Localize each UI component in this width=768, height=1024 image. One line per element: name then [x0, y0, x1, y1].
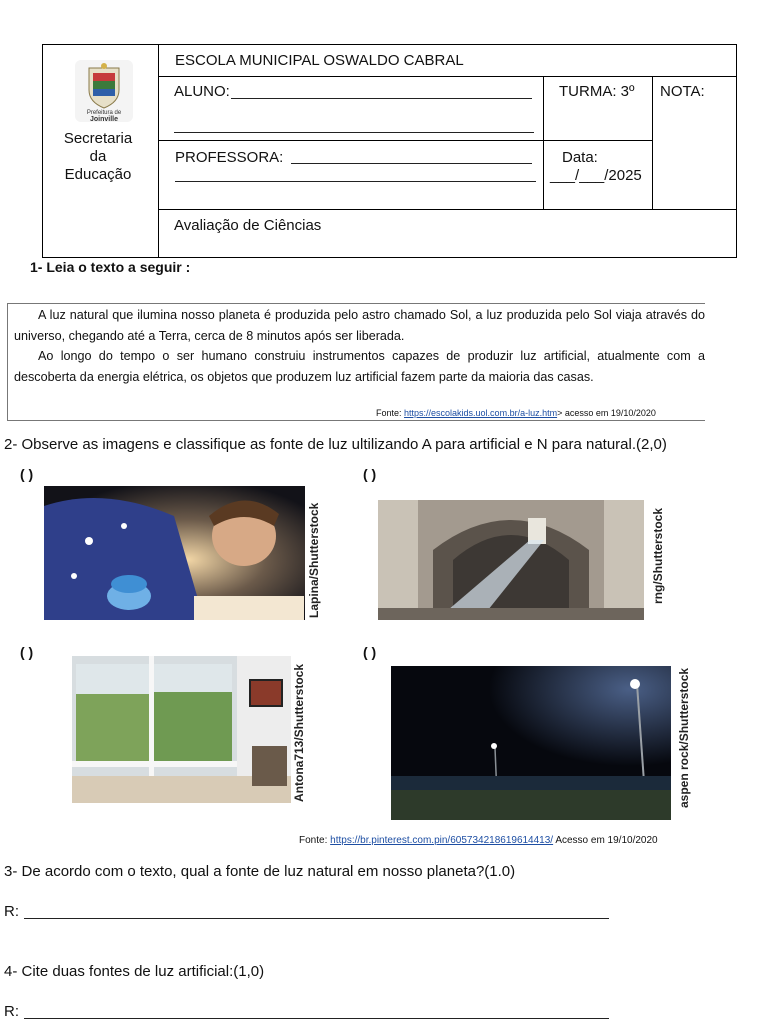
question-1-prompt: 1- Leia o texto a seguir :: [30, 259, 191, 275]
image-stadium-floodlights-night: [391, 666, 671, 820]
aluno-field-line2[interactable]: [174, 132, 534, 133]
image-credit-2: rng/Shutterstock: [651, 507, 665, 604]
image-sunbeam-through-arch: [378, 500, 644, 620]
city-seal-logo: [75, 60, 133, 122]
question-2-prompt: 2- Observe as imagens e classifique as fonte de luz ultilizando A para artificial e N para natural.(2,0): [4, 436, 667, 453]
image-credit-1: Lapina/Shutterstock: [307, 502, 321, 618]
divider: [543, 76, 544, 209]
divider: [652, 76, 653, 209]
answer-box-2[interactable]: ( ): [363, 466, 377, 482]
svg-text:Prefeitura de: Prefeitura de: [86, 110, 122, 116]
question-4-prompt: 4- Cite duas fontes de luz artificial:(1,0): [4, 963, 265, 980]
image-window-daylight: [72, 656, 291, 803]
professora-field[interactable]: [291, 163, 532, 164]
image-credit-4: aspen rock/Shutterstock: [677, 667, 691, 808]
image-boy-reading-with-lamp: [44, 486, 305, 620]
svg-text:Joinville: Joinville: [89, 116, 119, 122]
reading-passage: [7, 303, 705, 421]
answer-box-3[interactable]: ( ): [20, 644, 34, 660]
divider: [158, 76, 737, 77]
professora-label: PROFESSORA:: [175, 149, 284, 166]
data-label: Data:: [562, 149, 598, 166]
question-3-answer-line[interactable]: [24, 918, 609, 919]
nota-label: NOTA:: [660, 83, 705, 100]
question-4-answer-line[interactable]: [24, 1018, 609, 1019]
answer-box-1[interactable]: ( ): [20, 466, 34, 482]
divider: [158, 140, 652, 141]
turma-label: TURMA: 3º: [559, 83, 635, 100]
passage-paragraph-2: Ao longo do tempo o ser humano construiu instrumentos capazes de produzir luz artificial, atualmente com a descoberta da energia elétrica, os objetos que produzem luz artificial fazem parte da maioria das casas.: [14, 349, 705, 384]
passage-source-link[interactable]: https://escolakids.uol.com.br/a-luz.htm: [404, 408, 558, 418]
professora-field-line2[interactable]: [175, 181, 536, 182]
date-field[interactable]: ___/___/2025: [550, 167, 642, 184]
question-3-prompt: 3- De acordo com o texto, qual a fonte de luz natural em nosso planeta?(1.0): [4, 863, 516, 880]
images-source: Fonte: https://br.pinterest.com.pin/605734218619614413/ Acesso em 19/10/2020: [299, 835, 658, 846]
images-source-link[interactable]: https://br.pinterest.com.pin/605734218619614413/: [330, 835, 554, 846]
question-4-answer-label: R:: [4, 1003, 19, 1020]
aluno-label: ALUNO:: [174, 83, 230, 100]
secretaria-label: Secretaria da Educação: [63, 130, 133, 183]
subject-label: Avaliação de Ciências: [174, 217, 322, 234]
answer-box-4[interactable]: ( ): [363, 644, 377, 660]
passage-paragraph-1: A luz natural que ilumina nosso planeta é produzida pelo astro chamado Sol, a luz produzida pelo Sol viaja através do universo, chegando até a Terra, cerca de 8 minutos após ser liberada.: [14, 308, 705, 343]
school-name: ESCOLA MUNICIPAL OSWALDO CABRAL: [175, 52, 464, 69]
divider: [158, 209, 737, 210]
passage-source: Fonte: https://escolakids.uol.com.br/a-luz.htm> acesso em 19/10/2020: [376, 408, 656, 418]
aluno-field[interactable]: [231, 98, 532, 99]
question-3-answer-label: R:: [4, 903, 19, 920]
image-credit-3: Antona713/Shutterstock: [292, 663, 306, 802]
